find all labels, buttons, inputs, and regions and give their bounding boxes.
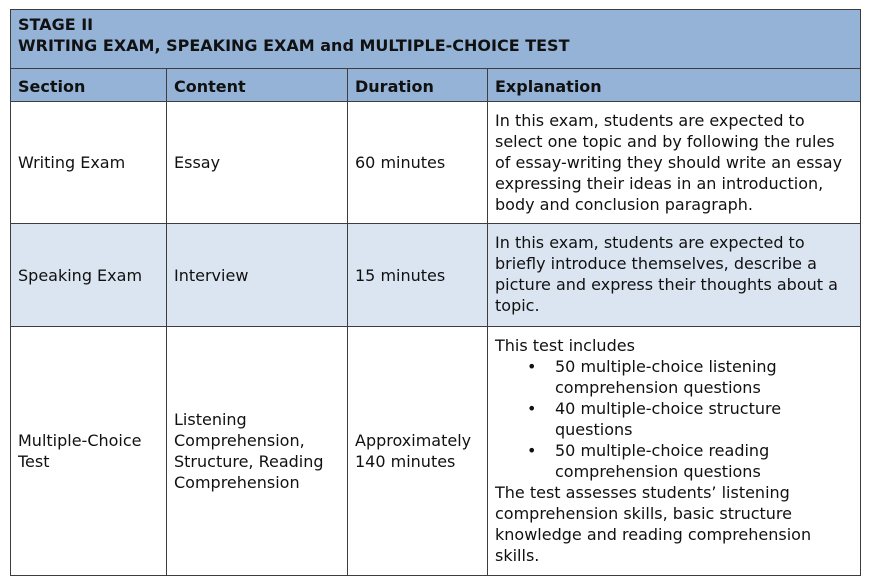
bullet-icon: • xyxy=(527,441,537,460)
header-duration: Duration xyxy=(348,69,488,102)
content-cell: Essay xyxy=(167,102,348,224)
bullet-text: 50 multiple-choice reading comprehension questions xyxy=(555,441,770,481)
bullet-text: 40 multiple-choice structure questions xyxy=(555,399,782,439)
duration-cell: 15 minutes xyxy=(348,224,488,327)
table-row xyxy=(11,102,861,224)
bullet-icon: • xyxy=(527,357,537,376)
explanation-cell: In this exam, students are expected to briefly introduce themselves, describe a picture and express their thoughts about a topic. xyxy=(488,224,861,327)
duration-cell: 60 minutes xyxy=(348,102,488,224)
content-cell: Interview xyxy=(167,224,348,327)
explanation-cell: In this exam, students are expected to select one topic and by following the rules of essay-writing they should write an essay expressing their ideas in an introduction, body and conclusion paragraph. xyxy=(488,102,861,224)
bullet-icon: • xyxy=(527,399,537,418)
stage-ii-table-wrapper xyxy=(10,9,860,576)
table-row xyxy=(11,224,861,327)
explanation-intro: This test includes xyxy=(495,336,635,355)
stage-title: STAGE II xyxy=(18,15,94,34)
explanation-bullet-list xyxy=(495,356,850,482)
section-cell: Writing Exam xyxy=(11,102,167,224)
content-cell: Listening Comprehension, Structure, Reading Comprehension xyxy=(167,327,348,576)
explanation-cell xyxy=(488,327,861,576)
header-row xyxy=(11,69,861,102)
list-item xyxy=(527,440,850,482)
title-row xyxy=(11,10,861,69)
stage-subtitle: WRITING EXAM, SPEAKING EXAM and MULTIPLE-CHOICE TEST xyxy=(18,36,570,55)
duration-cell: Approximately 140 minutes xyxy=(348,327,488,576)
header-content: Content xyxy=(167,69,348,102)
section-cell: Multiple-Choice Test xyxy=(11,327,167,576)
bullet-text: 50 multiple-choice listening comprehension questions xyxy=(555,357,777,397)
section-cell: Speaking Exam xyxy=(11,224,167,327)
list-item xyxy=(527,356,850,398)
stage-ii-table xyxy=(10,9,861,576)
header-section: Section xyxy=(11,69,167,102)
table-title-cell xyxy=(11,10,861,69)
explanation-outro: The test assesses students’ listening comprehension skills, basic structure knowledge and reading comprehension skills. xyxy=(495,483,812,565)
header-explanation: Explanation xyxy=(488,69,861,102)
list-item xyxy=(527,398,850,440)
table-row xyxy=(11,327,861,576)
